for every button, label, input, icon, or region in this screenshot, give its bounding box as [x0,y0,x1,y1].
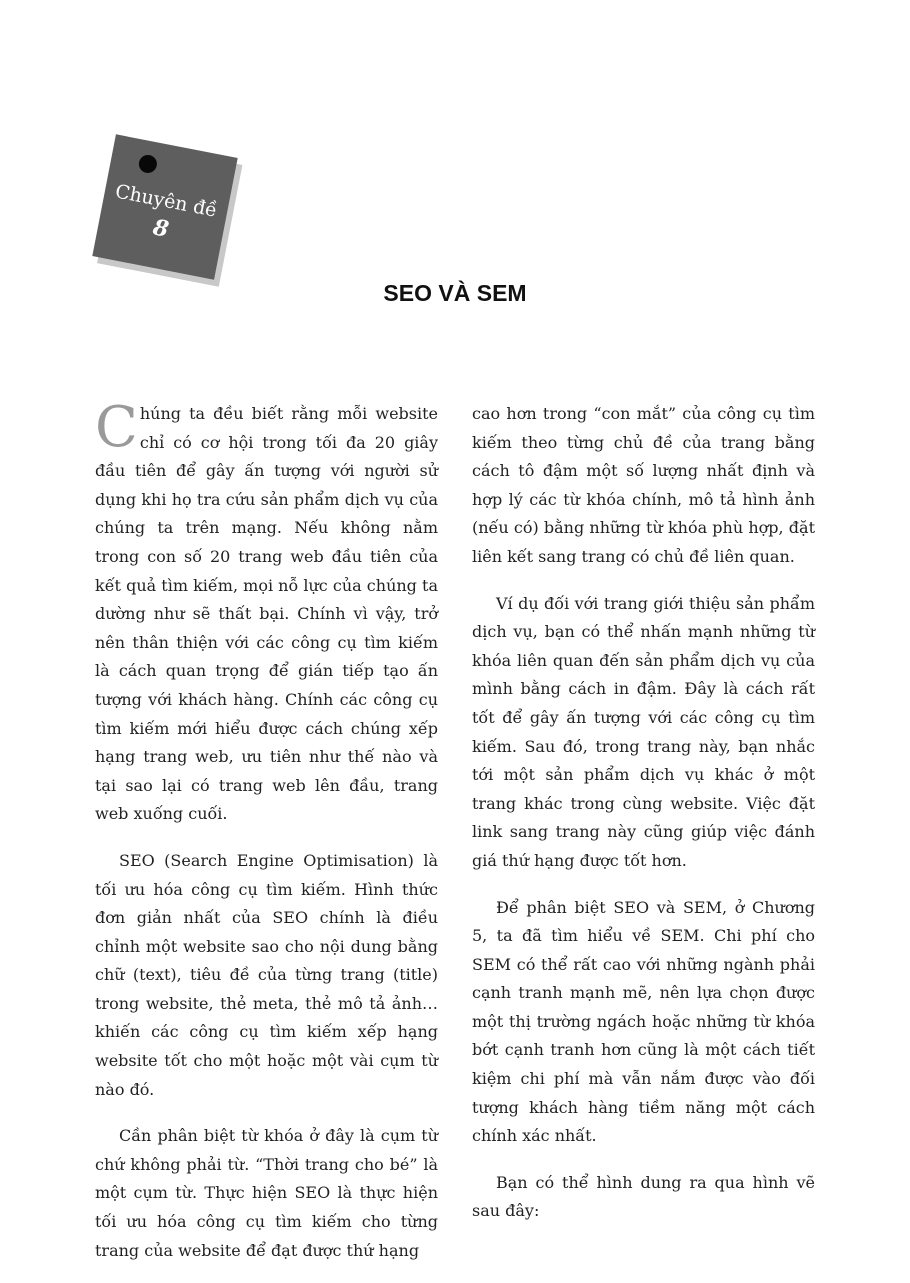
page-title: SEO VÀ SEM [383,280,527,306]
paragraph-seo-vs-sem: Để phân biệt SEO và SEM, ở Chương 5, ta đã tìm hiểu về SEM. Chi phí cho SEM có thể rất cao với những ngành phải cạnh tranh mạnh mẽ, nên lựa chọn được một thị trường ngách hoặc những từ khóa bớt cạnh tranh hơn cũng là một cách tiết kiệm chi phí mà vẫn nắm được vào đối tượng khách hàng tiềm năng một cách chính xác nhất. [472,897,815,1146]
chapter-badge-square [92,134,237,279]
left-column [95,395,438,1283]
drop-cap: C [95,395,138,460]
right-column [472,400,815,1244]
chapter-number: 8 [150,214,171,243]
chapter-badge [92,134,237,279]
paragraph-example: Ví dụ đối với trang giới thiệu sản phẩm dịch vụ, bạn có thể nhấn mạnh những từ khóa liên quan đến sản phẩm dịch vụ của mình bằng cách in đậm. Đây là cách rất tốt để gây ấn tượng với các công cụ tìm kiếm. Sau đó, trong trang này, bạn nhắc tới một sản phẩm dịch vụ khác ở một trang khác trong cùng website. Việc đặt link sang trang này cũng giúp việc đánh giá thứ hạng được tốt hơn. [472,593,815,870]
paragraph-intro [95,395,438,829]
paragraph-seo-definition: SEO (Search Engine Optimisation) là tối ưu hóa công cụ tìm kiếm. Hình thức đơn giản nhất của SEO chính là điều chỉnh một website sao cho nội dung bằng chữ (text), tiêu đề của từng trang (title) trong website, thẻ meta, thẻ mô tả ảnh… khiến các công cụ tìm kiếm xếp hạng website tốt cho một hoặc một vài cụm từ nào đó. [95,850,438,1099]
pin-dot-icon [137,153,158,174]
paragraph-figure-intro: Bạn có thể hình dung ra qua hình vẽ sau đây: [472,1172,815,1221]
paragraph-keyword-distinction: Cần phân biệt từ khóa ở đây là cụm từ chứ không phải từ. “Thời trang cho bé” là một cụm từ. Thực hiện SEO là thực hiện tối ưu hóa công cụ tìm kiếm cho từng trang của website để đạt được thứ hạng [95,1126,438,1260]
chapter-badge-text [97,178,229,257]
paragraph-intro-text: húng ta đều biết rằng mỗi website chỉ có cơ hội trong tối đa 20 giây đầu tiên để gây ấn tượng với người sử dụng khi họ tra cứu sản phẩm dịch vụ của chúng ta trên mạng. Nếu không nằm trong con số 20 trang web đầu tiên của kết quả tìm kiếm, mọi nỗ lực của chúng ta dường như sẽ thất bại. Chính vì vậy, trở nên thân thiện với các công cụ tìm kiếm là cách quan trọng để gián tiếp tạo ấn tượng với khách hàng. Chính các công cụ tìm kiếm mới hiểu được cách chúng xếp hạng trang web, ưu tiên như thế nào và tại sao lại có trang web lên đầu, trang web xuống cuối. [95,404,438,824]
chapter-label: Chuyên đề [113,180,219,222]
paragraph-continued: cao hơn trong “con mắt” của công cụ tìm kiếm theo từng chủ đề của trang bằng cách tô đậm một số lượng nhất định và hợp lý các từ khóa chính, mô tả hình ảnh (nếu có) bằng những từ khóa phù hợp, đặt liên kết sang trang có chủ đề liên quan. [472,404,815,566]
